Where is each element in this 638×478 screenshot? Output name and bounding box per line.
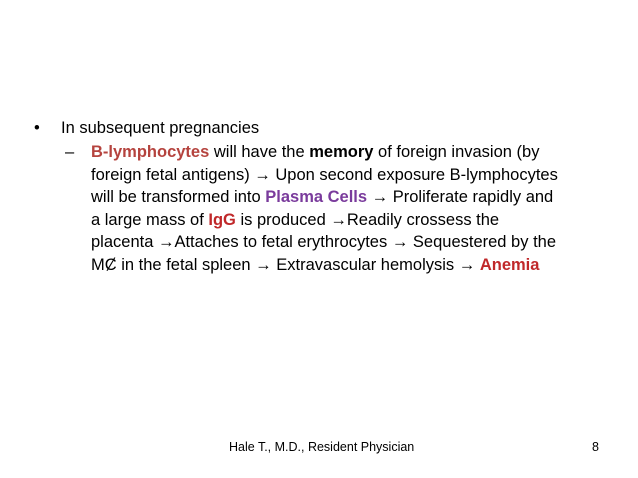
text-segment: → Proliferate rapidly and (367, 188, 554, 206)
term-b-lymphocytes: B-lymphocytes (91, 143, 210, 161)
text-segment: MȻ in the fetal spleen → Extravascular hemolysis → (91, 255, 480, 274)
term-igg: IgG (208, 210, 236, 229)
text-line-1 (91, 141, 558, 164)
term-memory: memory (309, 143, 374, 161)
text-line-6 (91, 254, 558, 277)
text-segment: will be transformed into (91, 188, 266, 206)
bullet-text: In subsequent pregnancies (61, 119, 260, 137)
text-segment: placenta →Attaches to fetal erythrocytes → Sequestered by the (91, 233, 557, 251)
term-plasma-cells: Plasma Cells (265, 188, 368, 206)
term-anemia: Anemia (479, 255, 540, 274)
text-line-2 (91, 164, 558, 187)
text-line-4 (91, 209, 558, 232)
text-segment: foreign fetal antigens) → Upon second exposure B-lymphocytes (91, 165, 558, 184)
text-line-5 (91, 231, 558, 254)
sub-bullet-text (91, 141, 558, 276)
footer-author: Hale T., M.D., Resident Physician (229, 440, 415, 454)
page-number: 8 (592, 440, 599, 454)
text-segment: a large mass of (91, 210, 209, 229)
text-line-3 (91, 186, 558, 209)
sub-bullet-marker: – (65, 143, 75, 161)
text-segment: of foreign invasion (by (373, 143, 540, 161)
text-segment: will have the (209, 143, 310, 161)
bullet-marker: • (34, 119, 40, 137)
text-segment: is produced →Readily crossess the (235, 210, 500, 229)
